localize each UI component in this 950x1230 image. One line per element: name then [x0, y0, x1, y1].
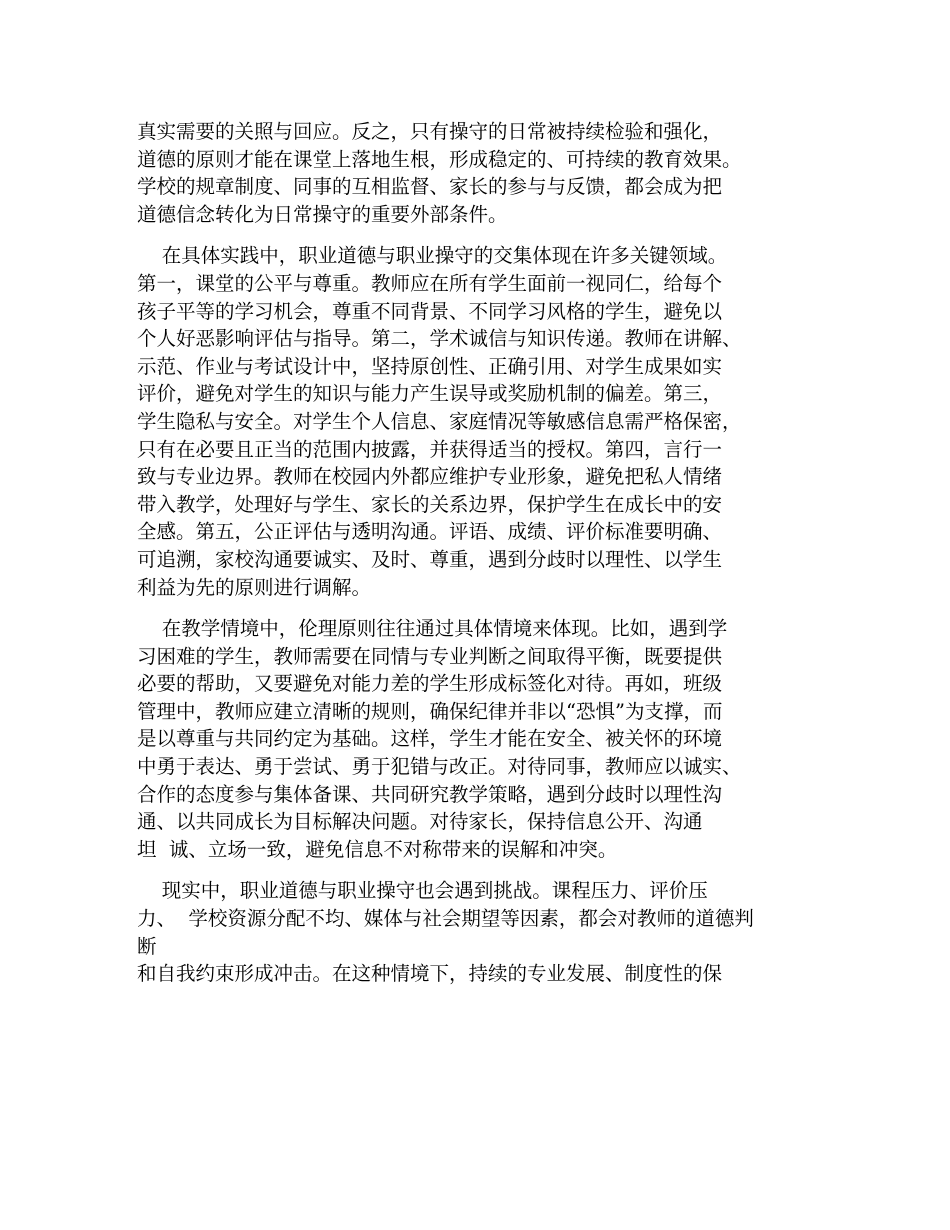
text-line: 中勇于表达、勇于尝试、勇于犯错与改正。对待同事，教师应以诚实、 — [137, 755, 742, 779]
text-line: 可追溯，家校沟通要诚实、及时、尊重，遇到分歧时以理性、以学生 — [137, 547, 723, 571]
text-line: 利益为先的原则进行调解。 — [137, 575, 372, 599]
text-line: 合作的态度参与集体备课、共同研究教学策略，遇到分歧时以理性沟 — [137, 782, 723, 806]
text-line: 带入教学，处理好与学生、家长的关系边界，保护学生在成长中的安 — [137, 492, 723, 516]
paragraph — [137, 615, 837, 863]
text-line: 在具体实践中，职业道德与职业操守的交集体现在许多关键领域。 — [137, 244, 728, 268]
text-line: 孩子平等的学习机会，尊重不同背景、不同学习风格的学生，避免以 — [137, 299, 723, 323]
text-line: 管理中，教师应建立清晰的规则，确保纪律并非以“恐惧”为支撑，而 — [137, 699, 723, 723]
text-line: 断 — [137, 934, 157, 958]
paragraph — [137, 242, 837, 601]
paragraph — [137, 118, 837, 228]
text-line: 道德的原则才能在课堂上落地生根，形成稳定的、可持续的教育效果。 — [137, 147, 742, 171]
text-line: 和自我约束形成冲击。在这种情境下，持续的专业发展、制度性的保 — [137, 962, 723, 986]
text-line: 习困难的学生，教师需要在同情与专业判断之间取得平衡，既要提供 — [137, 644, 723, 668]
text-line: 只有在必要且正当的范围内披露，并获得适当的授权。第四，言行一 — [137, 437, 723, 461]
text-line: 通、以共同成长为目标解决问题。对待家长，保持信息公开、沟通 — [137, 810, 703, 834]
text-line: 在教学情境中，伦理原则往往通过具体情境来体现。比如，遇到学 — [137, 617, 728, 641]
text-line: 学生隐私与安全。对学生个人信息、家庭情况等敏感信息需严格保密， — [137, 409, 742, 433]
text-line: 道德信念转化为日常操守的重要外部条件。 — [137, 202, 508, 226]
text-line: 个人好恶影响评估与指导。第二，学术诚信与知识传递。教师在讲解、 — [137, 327, 742, 351]
text-line: 力、 学校资源分配不均、媒体与社会期望等因素，都会对教师的道德判 — [137, 907, 754, 931]
text-line: 评价，避免对学生的知识与能力产生误导或奖励机制的偏差。第三， — [137, 382, 723, 406]
text-line: 必要的帮助，又要避免对能力差的学生形成标签化对待。再如，班级 — [137, 672, 723, 696]
text-line: 学校的规章制度、同事的互相监督、家长的参与与反馈，都会成为把 — [137, 175, 723, 199]
text-line: 致与专业边界。教师在校园内外都应维护专业形象，避免把私人情绪 — [137, 465, 723, 489]
text-line: 示范、作业与考试设计中，坚持原创性、正确引用、对学生成果如实 — [137, 354, 723, 378]
text-line: 坦 诚、立场一致，避免信息不对称带来的误解和冲突。 — [137, 837, 618, 861]
document-body — [137, 118, 837, 1002]
text-line: 现实中，职业道德与职业操守也会遇到挑战。课程压力、评价压 — [137, 879, 708, 903]
text-line: 真实需要的关照与回应。反之，只有操守的日常被持续检验和强化， — [137, 120, 723, 143]
text-line: 第一，课堂的公平与尊重。教师应在所有学生面前一视同仁，给每个 — [137, 271, 723, 295]
text-line: 全感。第五，公正评估与透明沟通。评语、成绩、评价标准要明确、 — [137, 520, 723, 544]
paragraph — [137, 877, 837, 987]
text-line: 是以尊重与共同约定为基础。这样，学生才能在安全、被关怀的环境 — [137, 727, 723, 751]
